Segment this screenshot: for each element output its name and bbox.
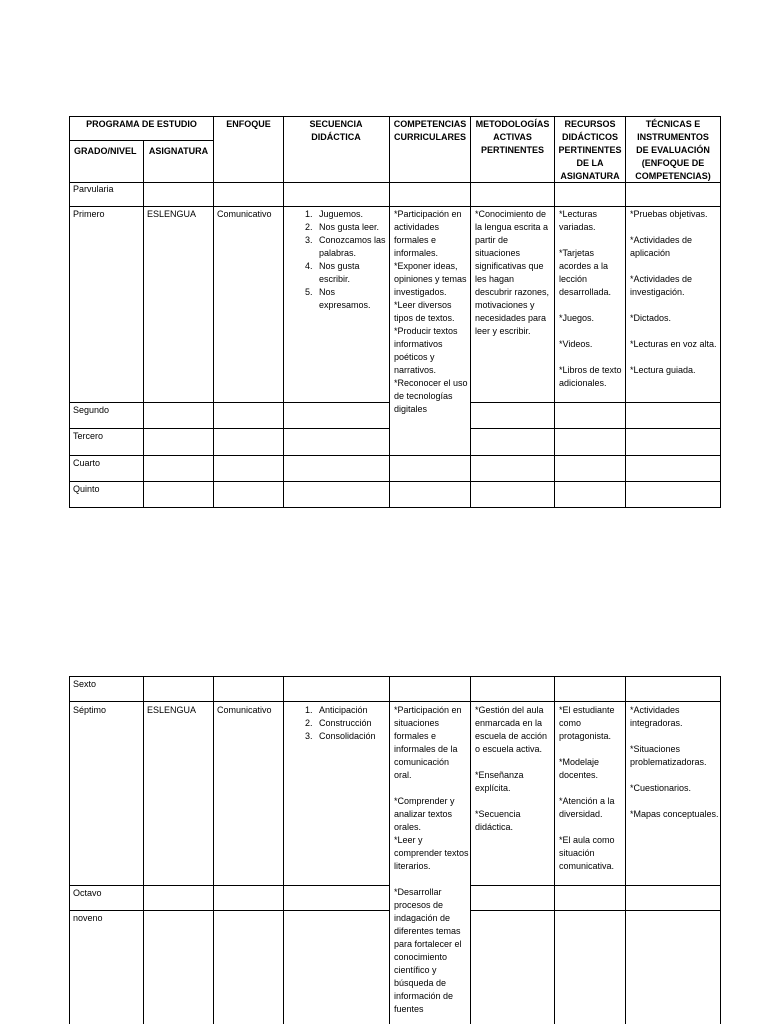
header-tecnicas: TÉCNICAS E INSTRUMENTOS DE EVALUACIÓN (ENFOQUE DE COMPETENCIAS): [635, 119, 711, 181]
primero-secuencia-list: [302, 208, 388, 312]
row-label-octavo: Octavo: [73, 888, 102, 898]
header-secuencia: SECUENCIA DIDÁCTICA: [309, 119, 363, 142]
secuencia-item: 2. Construcción: [305, 718, 372, 728]
header-metodologias: METODOLOGÍAS ACTIVAS PERTINENTES: [475, 119, 550, 155]
header-programa: PROGRAMA DE ESTUDIO: [86, 119, 197, 129]
header-grado: GRADO/NIVEL: [74, 146, 137, 156]
primero-tecnicas: *Pruebas objetivas. *Actividades de aplicación *Actividades de investigación. *Dictados. *Lecturas en voz alta. *Lectura guiada.: [630, 209, 717, 375]
primero-asignatura: ESLENGUA: [147, 209, 197, 219]
row-label-septimo: Séptimo: [73, 705, 107, 715]
secuencia-item: 1. Anticipación: [305, 705, 368, 715]
primero-enfoque: Comunicativo: [217, 209, 272, 219]
secuencia-item: 3. Conozcamos las palabras.: [305, 235, 386, 258]
secuencia-item: 2. Nos gusta leer.: [305, 222, 380, 232]
septimo-asignatura: ESLENGUA: [147, 705, 197, 715]
septimo-competencias: *Participación en situaciones formales e informales de la comunicación oral. *Comprender y analizar textos orales. *Leer y comprender textos literarios. *Desarrollar procesos de indagación de diferentes temas para fortalecer el conocimiento científico y búsqueda de información de fuentes: [394, 705, 469, 1014]
row-label-primero: Primero: [73, 209, 105, 219]
header-enfoque: ENFOQUE: [226, 119, 271, 129]
secuencia-item: 5. Nos expresamos.: [305, 287, 371, 310]
row-label-tercero: Tercero: [73, 431, 104, 441]
header-asignatura: ASIGNATURA: [148, 146, 209, 156]
primero-competencias: *Participación en actividades formales e informales. *Exponer ideas, opiniones y temas investigados. *Leer diversos tipos de textos. *Producir textos informativos poéticos y narrativos. *Reconocer el uso de tecnologías digitales: [394, 209, 468, 414]
secuencia-item: 1. Juguemos.: [305, 209, 364, 219]
secuencia-item: 4. Nos gusta escribir.: [305, 261, 360, 284]
septimo-metodologias: *Gestión del aula enmarcada en la escuela de acción o escuela activa. *Enseñanza explícita. *Secuencia didáctica.: [475, 705, 548, 832]
header-recursos: RECURSOS DIDÁCTICOS PERTINENTES DE LA ASIGNATURA: [558, 119, 622, 181]
septimo-enfoque: Comunicativo: [217, 705, 272, 715]
row-label-cuarto: Cuarto: [73, 458, 101, 468]
primero-metodologias: *Conocimiento de la lengua escrita a partir de situaciones significativas que les hagan descubrir razones, motivaciones y necesidades para leer y escribir.: [475, 209, 550, 336]
row-label-quinto: Quinto: [73, 484, 100, 494]
row-label-noveno: noveno: [73, 913, 103, 923]
header-competencias: COMPETENCIAS CURRICULARES: [393, 119, 467, 142]
secuencia-item: 3. Consolidación: [305, 731, 376, 741]
row-label-segundo: Segundo: [73, 405, 110, 415]
septimo-recursos: *El estudiante como protagonista. *Modelaje docentes. *Atención a la diversidad. *El aula como situación comunicativa.: [559, 705, 615, 871]
row-label-parvularia: Parvularia: [73, 184, 114, 194]
septimo-tecnicas: *Actividades integradoras. *Situaciones problematizadoras. *Cuestionarios. *Mapas conceptuales.: [630, 705, 719, 819]
primero-recursos: *Lecturas variadas. *Tarjetas acordes a la lección desarrollada. *Juegos. *Videos. *Libros de texto adicionales.: [559, 209, 622, 388]
row-label-sexto: Sexto: [73, 679, 97, 689]
septimo-secuencia-list: [302, 704, 388, 743]
